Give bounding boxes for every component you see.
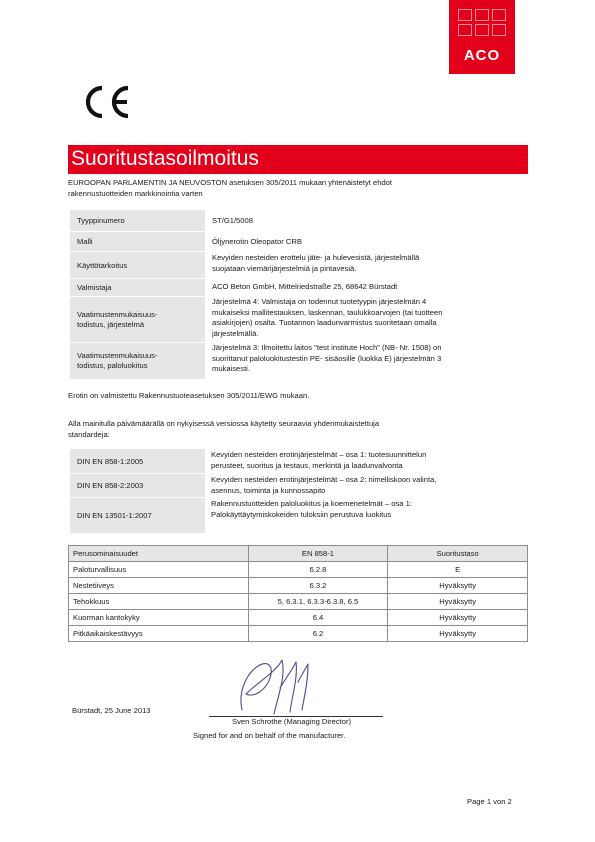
header-performance: Suoritustaso bbox=[388, 546, 528, 562]
characteristic-name: Tehokkuus bbox=[69, 594, 249, 610]
handwritten-signature bbox=[228, 652, 318, 720]
characteristic-clause: 6.3.2 bbox=[248, 578, 388, 594]
table-row bbox=[69, 610, 528, 626]
info-row-conformity-system bbox=[70, 296, 528, 343]
characteristics-table bbox=[68, 545, 528, 642]
info-label: todistus, järjestelmä bbox=[77, 320, 145, 329]
info-value-line: Öljynerotin Oleopator CRB bbox=[212, 237, 302, 246]
characteristic-clause: 6.2.8 bbox=[248, 562, 388, 578]
info-value bbox=[212, 343, 528, 375]
table-row bbox=[69, 562, 528, 578]
standard-description bbox=[211, 475, 528, 496]
info-value-line: mukaisesti. bbox=[212, 364, 250, 373]
intro-line-2: rakennustuotteiden markkinointia varten bbox=[68, 189, 203, 198]
standard-code-cell bbox=[70, 449, 205, 473]
standards-intro-line-2: standardeja: bbox=[68, 430, 110, 439]
standard-description bbox=[211, 499, 528, 520]
info-row-model bbox=[70, 231, 528, 252]
info-label-cell bbox=[70, 252, 205, 279]
standard-description-line: asennus, toiminta ja kunnossapito bbox=[211, 485, 326, 495]
info-label: Tyyppinumero bbox=[77, 216, 125, 225]
standard-code-cell bbox=[70, 498, 205, 533]
standard-row bbox=[70, 474, 528, 497]
info-value bbox=[212, 282, 528, 293]
info-row-intended-use bbox=[70, 251, 528, 279]
info-value-line: suojataan viemärijärjestelmiä ja pintavesiä. bbox=[212, 263, 357, 273]
standard-description-line: Kevyiden nesteiden erotinjärjestelmät – osa 1: tuotesuunnittelun bbox=[211, 450, 427, 459]
standards-intro-line-1: Alla mainitulla päivämäärällä on nykyisessä versiossa käytetty seuraavia yhdenmukaistettuja bbox=[68, 419, 380, 428]
page-number: Page 1 von 2 bbox=[467, 797, 512, 806]
logo-brand-text: ACO bbox=[463, 47, 501, 64]
characteristic-name: Paloturvallisuus bbox=[69, 562, 249, 578]
info-label: Vaatimustenmukaisuus- bbox=[77, 351, 158, 360]
standard-description-line: Rakennustuotteiden paloluokitus ja koemenetelmät – osa 1: bbox=[211, 499, 412, 508]
separator-statement: Erotin on valmistettu Rakennustuoteasetuksen 305/2011/EWG mukaan. bbox=[68, 391, 310, 400]
info-label-cell bbox=[70, 279, 205, 297]
characteristic-name: Nestetiiveys bbox=[69, 578, 249, 594]
characteristics-header-row bbox=[69, 546, 528, 562]
characteristic-performance: Hyväksytty bbox=[388, 610, 528, 626]
characteristic-name: Pitkäaikaiskestävyys bbox=[69, 626, 249, 642]
logo-grid-pattern bbox=[458, 9, 506, 39]
info-label: Malli bbox=[77, 237, 93, 246]
place-and-date: Bürstadt, 25 June 2013 bbox=[72, 706, 151, 715]
info-value bbox=[212, 237, 528, 248]
info-label-cell bbox=[70, 232, 205, 252]
header-essential-characteristics: Perusominaisuudet bbox=[69, 546, 249, 562]
info-label: todistus, paloluokitus bbox=[77, 361, 148, 370]
standard-code: DIN EN 858-1:2005 bbox=[77, 457, 144, 466]
standard-code: DIN EN 858-2:2003 bbox=[77, 481, 144, 490]
signature-statement: Signed for and on behalf of the manufacturer. bbox=[193, 731, 346, 740]
table-row bbox=[69, 594, 528, 610]
standard-description-line: perusteet, suoritus ja testaus, merkintä ja laadunvalvonta bbox=[211, 460, 403, 470]
header-standard: EN 858-1 bbox=[248, 546, 388, 562]
info-label: Valmistaja bbox=[77, 283, 112, 292]
info-label-cell bbox=[70, 210, 205, 232]
info-label-cell bbox=[70, 297, 205, 343]
info-value-line: Järjestelmä 3: Ilmoitettu laitos "test institute Hoch" (NB- Nr. 1508) on bbox=[212, 343, 442, 352]
info-value-line: ST/G1/5008 bbox=[212, 216, 253, 225]
title-bar bbox=[68, 145, 528, 174]
standard-row bbox=[70, 449, 528, 473]
info-row-fire-classification bbox=[70, 342, 528, 379]
characteristic-performance: E bbox=[388, 562, 528, 578]
table-row bbox=[69, 626, 528, 642]
info-row-type-number bbox=[70, 209, 528, 232]
characteristic-performance: Hyväksytty bbox=[388, 626, 528, 642]
info-value bbox=[212, 297, 528, 339]
info-label-cell bbox=[70, 343, 205, 379]
info-label: Käyttötarkoitus bbox=[77, 261, 128, 270]
characteristic-clause: 6.2 bbox=[248, 626, 388, 642]
standard-code-cell bbox=[70, 474, 205, 497]
standard-description-line: Kevyiden nesteiden erotinjärjestelmät – osa 2: nimelliskoon valinta, bbox=[211, 475, 437, 484]
signatory-name: Sven Schrothe (Managing Director) bbox=[232, 717, 352, 726]
intro-line-1: EUROOPAN PARLAMENTIN JA NEUVOSTON asetuksen 305/2011 mukaan yhtenäistetyt ehdot bbox=[68, 178, 393, 187]
info-value-line: Kevyiden nesteiden erottelu jäte- ja hulevesistä, järjestelmällä bbox=[212, 253, 420, 262]
standard-code: DIN EN 13501-1:2007 bbox=[77, 511, 152, 520]
info-value-line: suorittanut paloluokitustestin PE- sisäosille (luokka E) järjestelmän 3 bbox=[212, 353, 442, 363]
standard-row bbox=[70, 498, 528, 533]
info-value-line: ACO Beton GmbH, Mittelriedstraße 25, 68642 Bürstadt bbox=[212, 282, 398, 291]
info-label: Vaatimustenmukaisuus- bbox=[77, 310, 158, 319]
table-row bbox=[69, 578, 528, 594]
characteristic-performance: Hyväksytty bbox=[388, 578, 528, 594]
characteristic-name: Kuorman kantokyky bbox=[69, 610, 249, 626]
info-value bbox=[212, 216, 528, 227]
characteristic-performance: Hyväksytty bbox=[388, 594, 528, 610]
standard-description-line: Palokäyttäytymiskokeiden tuloksiin perustuva luokitus bbox=[211, 509, 392, 519]
characteristic-clause: 5, 6.3.1, 6.3.3-6.3.8, 6.5 bbox=[248, 594, 388, 610]
info-row-manufacturer bbox=[70, 278, 528, 297]
document-title: Suoritustasoilmoitus bbox=[71, 147, 259, 170]
info-value-line: asiakirjojen) osalta. Tuotannon laadunvarmistus suoritetaan omalla bbox=[212, 318, 437, 327]
ce-mark-icon bbox=[80, 82, 134, 122]
characteristic-clause: 6.4 bbox=[248, 610, 388, 626]
info-value-line: mukaiseksi mallitestauksen, laskennan, taulukkoarvojen (tai tuotteen bbox=[212, 307, 443, 317]
aco-logo bbox=[449, 0, 515, 74]
info-value bbox=[212, 253, 528, 274]
info-value-line: järjestelmällä. bbox=[212, 328, 259, 338]
standard-description bbox=[211, 450, 528, 471]
info-value-line: Järjestelmä 4: Valmistaja on todennut tuotetyypin järjestelmän 4 bbox=[212, 297, 427, 306]
